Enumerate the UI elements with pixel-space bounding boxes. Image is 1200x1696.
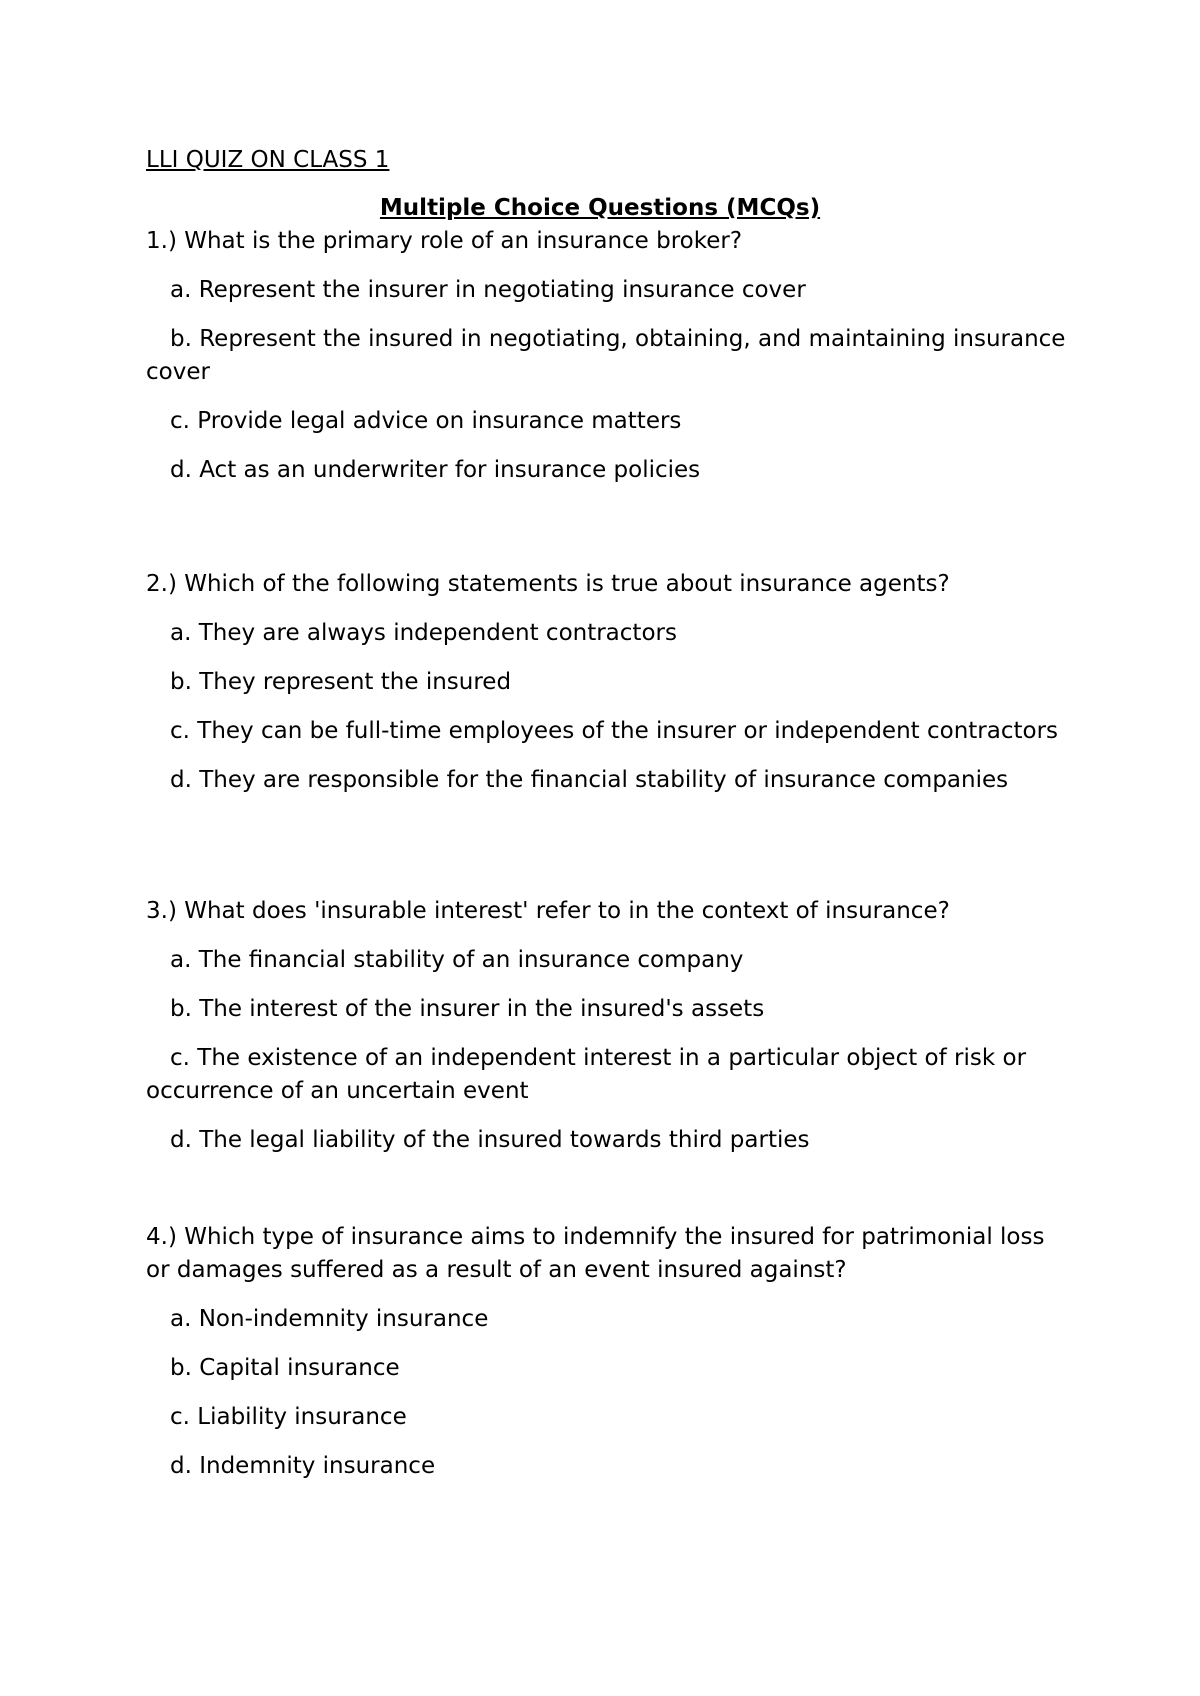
answer-option: b. The interest of the insurer in the insured's assets bbox=[170, 996, 765, 1022]
answer-option: b. They represent the insured bbox=[170, 669, 512, 695]
answer-option: a. Represent the insurer in negotiating insurance cover bbox=[170, 277, 806, 303]
question-2 bbox=[146, 568, 1066, 797]
document-title: LLI QUIZ ON CLASS 1 bbox=[146, 147, 390, 173]
answer-option: d. The legal liability of the insured towards third parties bbox=[170, 1127, 810, 1153]
question-3 bbox=[146, 895, 1066, 1157]
question-text: 1.) What is the primary role of an insurance broker? bbox=[146, 228, 743, 254]
answer-option: d. Act as an underwriter for insurance policies bbox=[170, 457, 701, 483]
question-text: 4.) Which type of insurance aims to indemnify the insured for patrimonial loss or damages suffered as a result of an event insured against? bbox=[146, 1224, 1045, 1283]
answer-option: c. The existence of an independent interest in a particular object of risk or occurrence of an uncertain event bbox=[146, 1045, 1027, 1104]
answer-option: b. Capital insurance bbox=[170, 1355, 400, 1381]
answer-option: d. Indemnity insurance bbox=[170, 1453, 436, 1479]
answer-options bbox=[146, 1303, 1066, 1483]
question-1 bbox=[146, 225, 1066, 487]
answer-option: a. Non-indemnity insurance bbox=[170, 1306, 489, 1332]
answer-option: b. Represent the insured in negotiating, obtaining, and maintaining insurance cover bbox=[146, 326, 1066, 385]
answer-option: c. Liability insurance bbox=[170, 1404, 407, 1430]
question-text: 2.) Which of the following statements is true about insurance agents? bbox=[146, 571, 950, 597]
answer-options bbox=[146, 944, 1066, 1157]
question-text: 3.) What does 'insurable interest' refer to in the context of insurance? bbox=[146, 898, 950, 924]
answer-options bbox=[146, 617, 1066, 797]
answer-option: d. They are responsible for the financial stability of insurance companies bbox=[170, 767, 1009, 793]
answer-option: a. The financial stability of an insurance company bbox=[170, 947, 744, 973]
answer-options bbox=[146, 274, 1066, 487]
question-4 bbox=[146, 1221, 1066, 1483]
section-heading: Multiple Choice Questions (MCQs) bbox=[379, 195, 821, 221]
answer-option: c. They can be full-time employees of the insurer or independent contractors bbox=[170, 718, 1059, 744]
answer-option: a. They are always independent contractors bbox=[170, 620, 677, 646]
answer-option: c. Provide legal advice on insurance matters bbox=[170, 408, 682, 434]
